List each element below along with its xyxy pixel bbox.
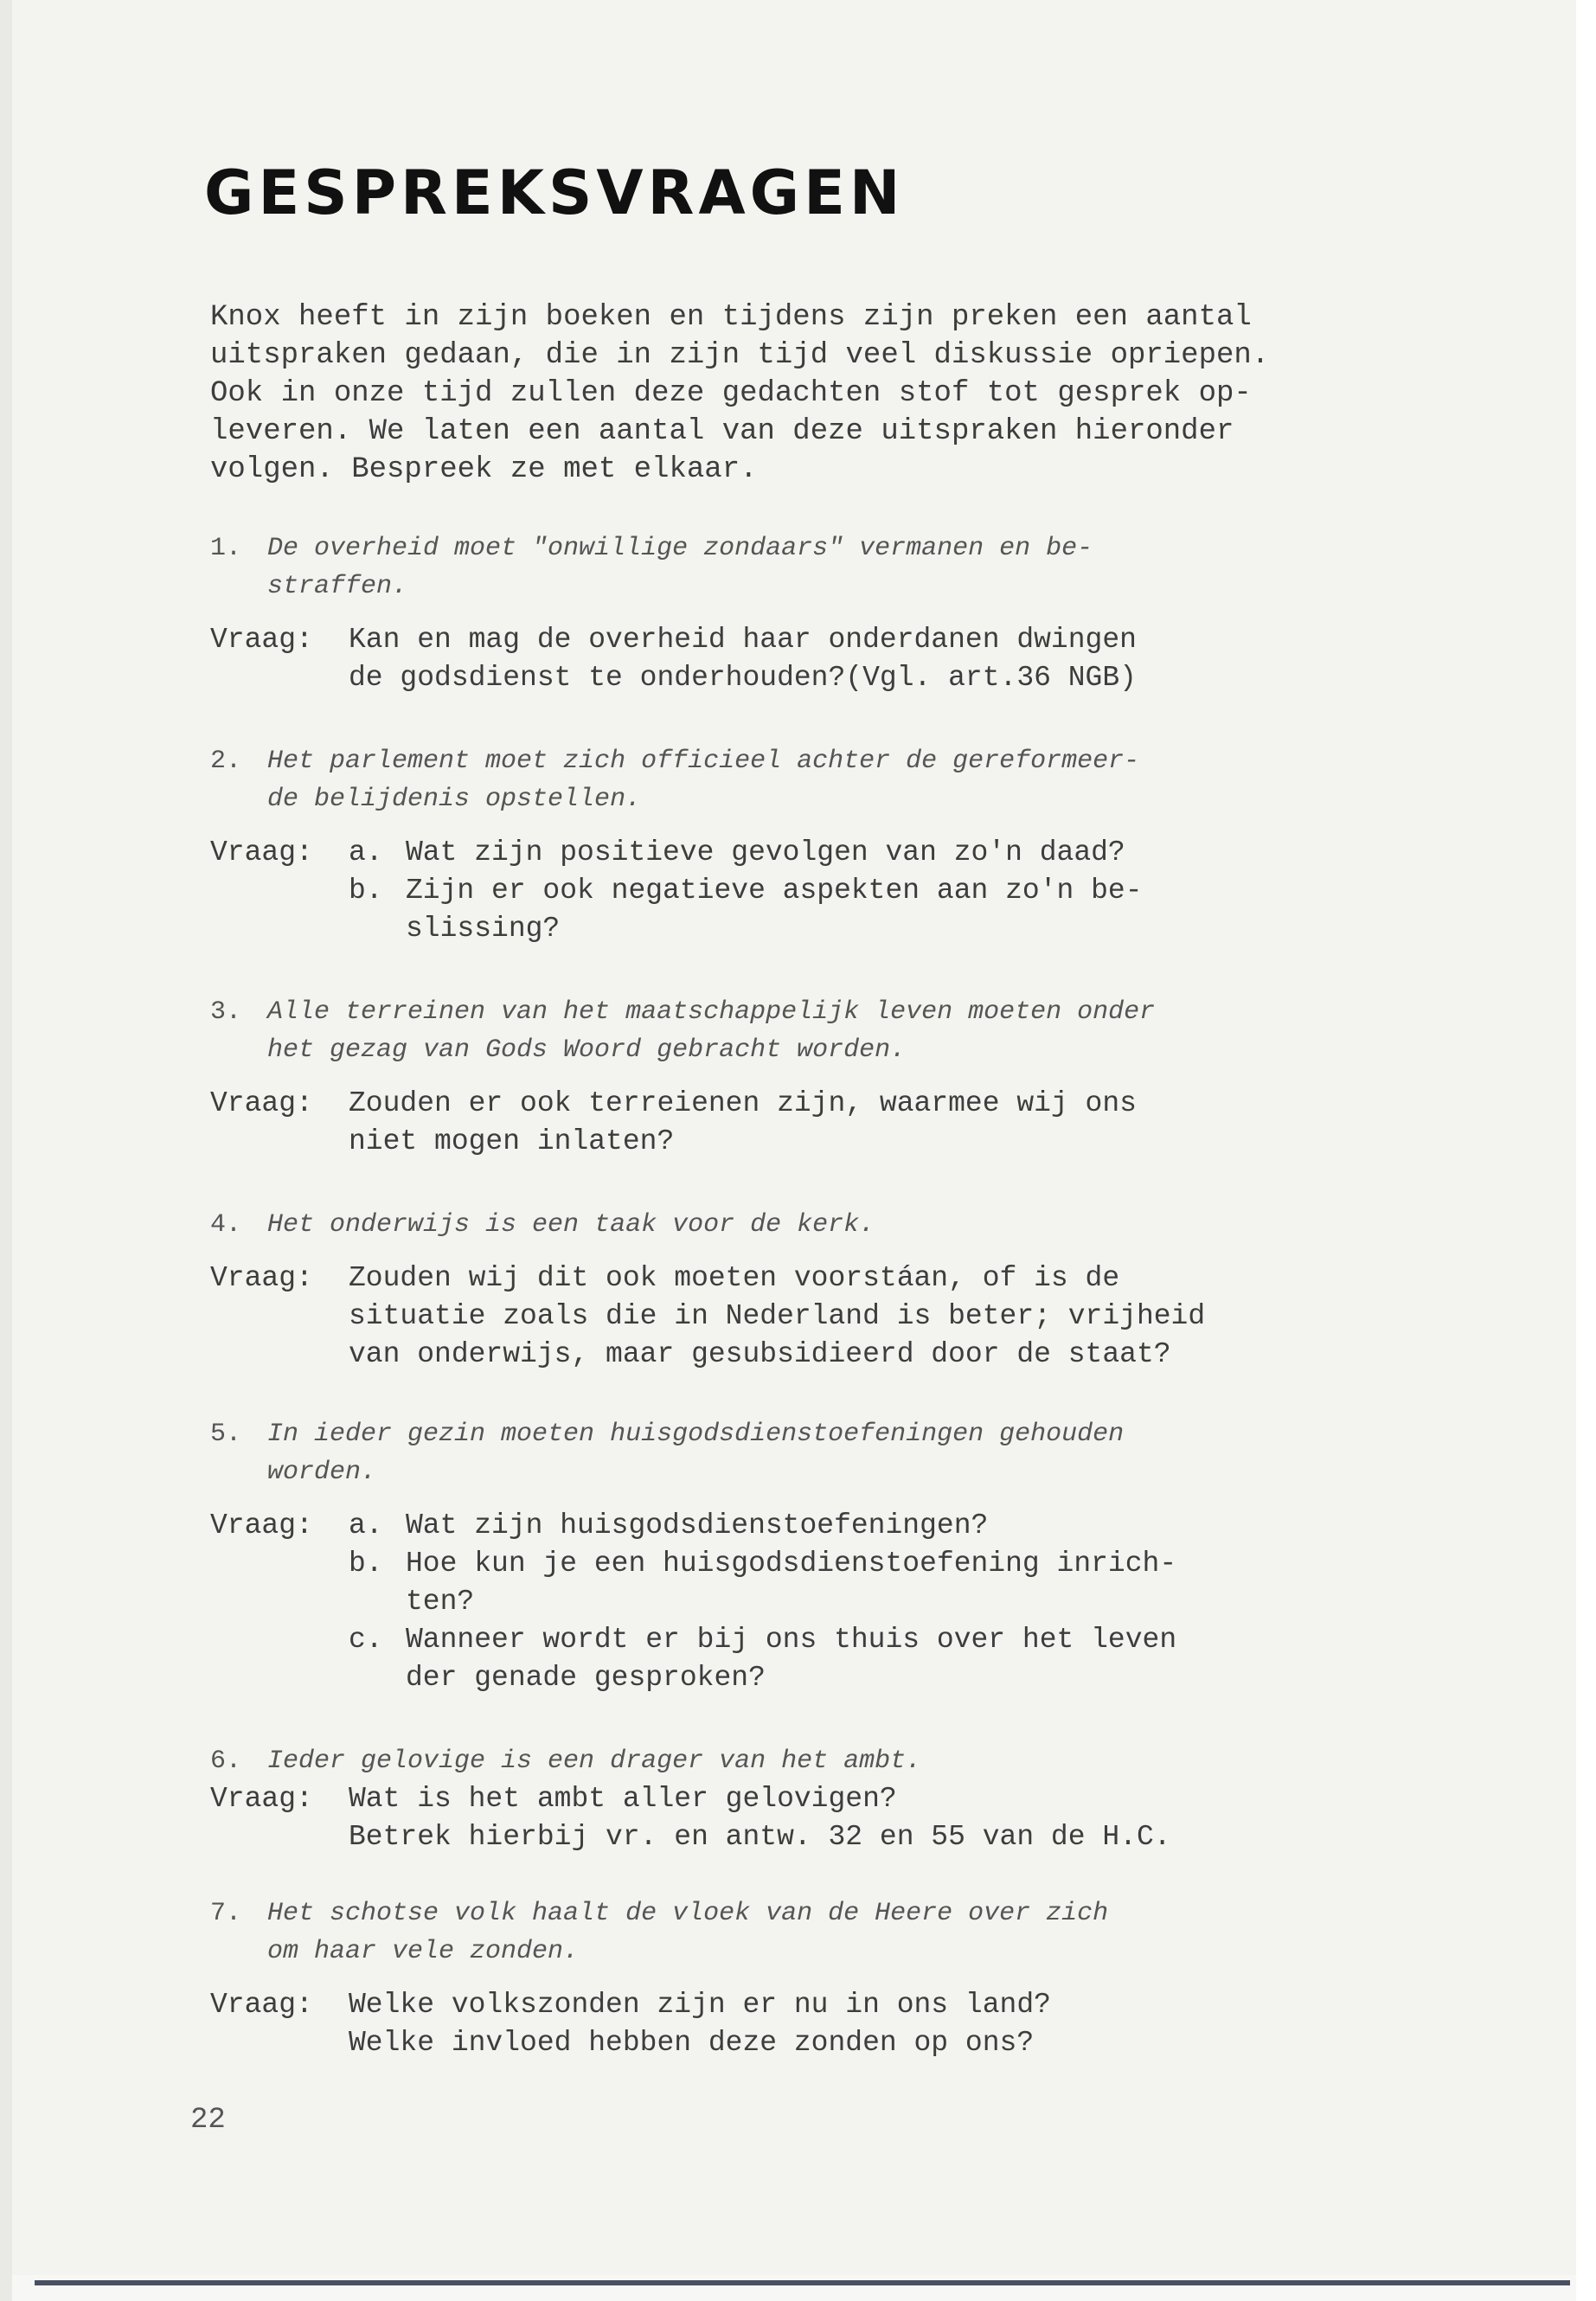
question-label: Vraag: xyxy=(210,836,313,868)
discussion-item-7 xyxy=(210,1894,1421,2062)
question-line: Zouden wij dit ook moeten voorstáan, of is de xyxy=(349,1262,1120,1294)
statement-line: Het parlement moet zich officieel achter de gereformeer- xyxy=(267,747,1140,776)
question-line: de godsdienst te onderhouden?(Vgl. art.36 NGB) xyxy=(349,662,1137,694)
discussion-item-5 xyxy=(210,1415,1421,1697)
discussion-item-2 xyxy=(210,742,1421,948)
page-title: GESPREKSVRAGEN xyxy=(204,157,905,228)
statement-line: worden. xyxy=(267,1458,377,1487)
item-number: 2. xyxy=(210,747,242,776)
bottom-margin xyxy=(12,2275,1576,2301)
intro-line: volgen. Bespreek ze met elkaar. xyxy=(210,453,758,486)
question-line: Wat zijn huisgodsdienstoefeningen? xyxy=(406,1509,989,1541)
question-line: Kan en mag de overheid haar onderdanen dwingen xyxy=(349,624,1137,656)
statement-line: De overheid moet "onwillige zondaars" vermanen en be- xyxy=(267,534,1093,563)
question-line: Wat zijn positieve gevolgen van zo'n daad? xyxy=(406,836,1125,868)
statement xyxy=(210,529,1421,606)
statement-line: de belijdenis opstellen. xyxy=(267,785,642,814)
item-number: 4. xyxy=(210,1210,242,1240)
statement xyxy=(210,1415,1421,1491)
sub-letter: a. xyxy=(349,1509,383,1541)
statement xyxy=(210,1742,1421,1780)
intro-line: leveren. We laten een aantal van deze uitspraken hieronder xyxy=(210,415,1234,448)
question-line: Wanneer wordt er bij ons thuis over het leven xyxy=(406,1624,1177,1656)
question-line: van onderwijs, maar gesubsidieerd door de staat? xyxy=(349,1338,1171,1370)
statement xyxy=(210,1894,1421,1971)
question-line: niet mogen inlaten? xyxy=(349,1125,675,1157)
item-number: 3. xyxy=(210,997,242,1027)
statement-line: straffen. xyxy=(267,572,408,601)
statement-line: het gezag van Gods Woord gebracht worden. xyxy=(267,1035,907,1065)
question-block xyxy=(210,621,1421,697)
question-line: Welke volkszonden zijn er nu in ons land? xyxy=(349,1989,1051,2021)
discussion-item-3 xyxy=(210,993,1421,1161)
question-block xyxy=(210,834,1421,948)
question-line: Betrek hierbij vr. en antw. 32 en 55 van de H.C. xyxy=(349,1821,1171,1853)
question-block xyxy=(210,1507,1421,1697)
page-number: 22 xyxy=(190,2104,226,2137)
question-line: ten? xyxy=(406,1586,475,1618)
question-line: Zouden er ook terreienen zijn, waarmee wij ons xyxy=(349,1087,1137,1119)
question-line: slissing? xyxy=(406,913,561,945)
question-label: Vraag: xyxy=(210,624,313,656)
statement-line: Alle terreinen van het maatschappelijk leven moeten onder xyxy=(267,997,1156,1027)
intro-paragraph xyxy=(210,298,1421,489)
question-label: Vraag: xyxy=(210,1989,313,2021)
statement xyxy=(210,993,1421,1069)
statement-line: In ieder gezin moeten huisgodsdienstoefeningen gehouden xyxy=(267,1420,1125,1449)
question-label: Vraag: xyxy=(210,1262,313,1294)
item-number: 7. xyxy=(210,1899,242,1928)
question-block xyxy=(210,1259,1421,1374)
question-label: Vraag: xyxy=(210,1509,313,1541)
sub-letter: a. xyxy=(349,836,383,868)
sub-letter: b. xyxy=(349,1548,383,1580)
bottom-rule xyxy=(35,2280,1570,2285)
page-edge xyxy=(1576,0,1596,2301)
statement xyxy=(210,742,1421,818)
question-line: Welke invloed hebben deze zonden op ons? xyxy=(349,2027,1035,2059)
statement-line: Het schotse volk haalt de vloek van de Heere over zich xyxy=(267,1899,1109,1928)
question-block xyxy=(210,1780,1421,1856)
statement xyxy=(210,1206,1421,1244)
item-number: 6. xyxy=(210,1747,242,1776)
item-number: 1. xyxy=(210,534,242,563)
intro-line: uitspraken gedaan, die in zijn tijd veel diskussie opriepen. xyxy=(210,339,1270,372)
question-line: Hoe kun je een huisgodsdienstoefening inrich- xyxy=(406,1548,1177,1580)
intro-line: Ook in onze tijd zullen deze gedachten stof tot gesprek op- xyxy=(210,377,1252,410)
statement-line: Ieder gelovige is een drager van het ambt. xyxy=(267,1747,922,1776)
discussion-item-6 xyxy=(210,1742,1421,1856)
discussion-item-1 xyxy=(210,529,1421,697)
question-line: Zijn er ook negatieve aspekten aan zo'n be- xyxy=(406,875,1143,907)
question-label: Vraag: xyxy=(210,1087,313,1119)
question-block xyxy=(210,1986,1421,2062)
question-block xyxy=(210,1085,1421,1161)
question-label: Vraag: xyxy=(210,1783,313,1815)
item-number: 5. xyxy=(210,1420,242,1449)
statement-line: Het onderwijs is een taak voor de kerk. xyxy=(267,1210,875,1240)
question-line: situatie zoals die in Nederland is beter; vrijheid xyxy=(349,1300,1206,1332)
intro-line: Knox heeft in zijn boeken en tijdens zijn preken een aantal xyxy=(210,301,1252,334)
question-line: der genade gesproken? xyxy=(406,1662,766,1694)
discussion-item-4 xyxy=(210,1206,1421,1374)
sub-letter: b. xyxy=(349,875,383,907)
sub-letter: c. xyxy=(349,1624,383,1656)
question-line: Wat is het ambt aller gelovigen? xyxy=(349,1783,897,1815)
statement-line: om haar vele zonden. xyxy=(267,1937,580,1966)
